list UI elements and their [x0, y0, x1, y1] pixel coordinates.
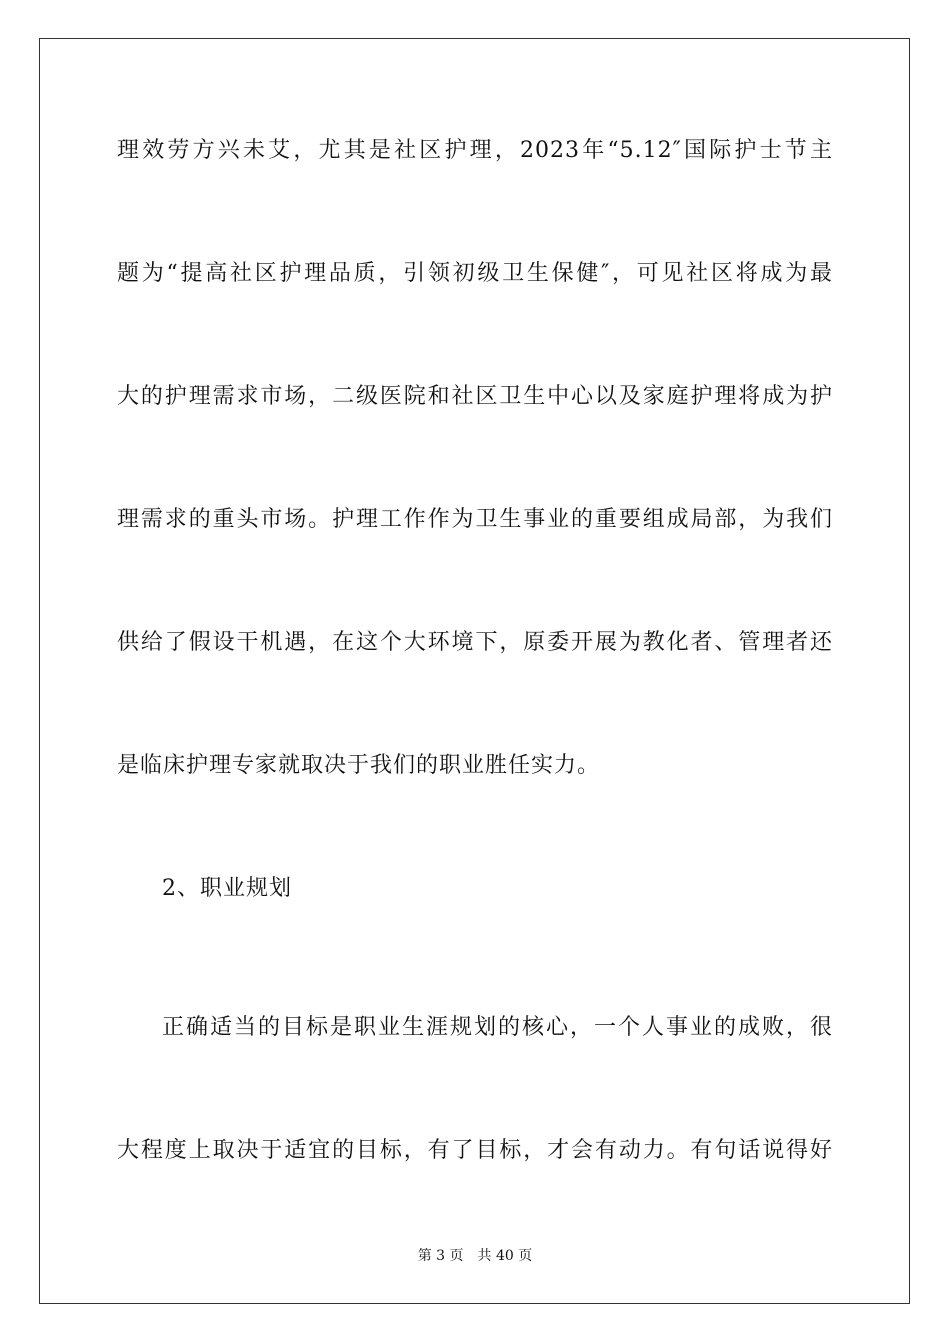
- body-text-line: 理效劳方兴未艾，尤其是社区护理，2023年“5.12″国际护士节主: [117, 138, 833, 163]
- page-footer: [0, 1246, 950, 1266]
- page-border: [39, 38, 910, 1304]
- body-text-line: 大的护理需求市场，二级医院和社区卫生中心以及家庭护理将成为护: [117, 384, 833, 409]
- page-total: 共 40 页: [477, 1248, 533, 1264]
- page-number: 第 3 页: [417, 1248, 464, 1264]
- section-heading: 2、职业规划: [162, 876, 292, 901]
- body-text-line: 供给了假设干机遇，在这个大环境下，原委开展为教化者、管理者还: [117, 630, 833, 655]
- body-text-line: 正确适当的目标是职业生涯规划的核心，一个人事业的成败，很: [162, 1015, 833, 1040]
- body-text-line: 大程度上取决于适宜的目标，有了目标，才会有动力。有句话说得好: [117, 1138, 833, 1163]
- body-text-line: 理需求的重头市场。护理工作作为卫生事业的重要组成局部，为我们: [117, 507, 833, 532]
- body-text-line: 是临床护理专家就取决于我们的职业胜任实力。: [117, 753, 601, 778]
- body-text-line: 题为“提高社区护理品质，引领初级卫生保健″，可见社区将成为最: [117, 261, 833, 286]
